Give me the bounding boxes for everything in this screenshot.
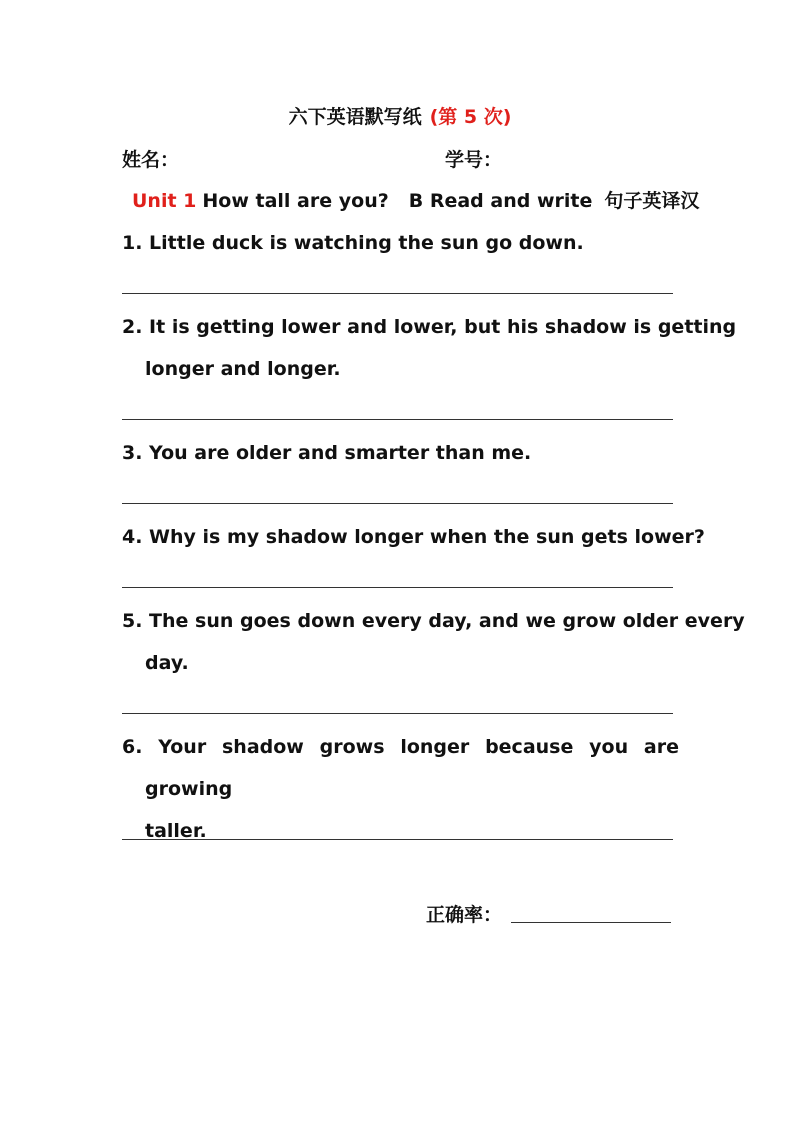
student-number-label: 学号： [445,149,503,171]
sentence-text: 4. Why is my shadow longer when the sun gets lower? [122,526,705,548]
answer-line[interactable] [122,713,673,714]
sentence-item [122,432,679,474]
sentence-continuation: day. [145,652,189,674]
sentence-item [122,516,705,558]
answer-line[interactable] [122,503,673,504]
answer-line[interactable] [122,293,673,294]
lesson-subtitle [132,188,699,214]
sentence-text: 5. The sun goes down every day, and we grow older every [122,610,745,632]
section-label: B Read and write [408,190,593,212]
task-label: 句子英译汉 [604,190,700,212]
sentence-item [122,222,679,264]
answer-line[interactable] [122,839,673,840]
page-title [0,104,800,130]
accuracy-label: 正确率： [426,904,503,926]
sentence-continuation: longer and longer. [145,358,341,380]
sentence-item [122,600,745,684]
lesson-title: How tall are you? [202,190,389,212]
accuracy-blank[interactable] [511,922,671,923]
sentence-text: 6. Your shadow grows longer because you are growing [122,736,679,800]
answer-line[interactable] [122,587,673,588]
sentence-item [122,306,737,390]
sentence-continuation: taller. [145,820,207,842]
title-text: 六下英语默写纸 [288,106,422,128]
sentence-text: 1. Little duck is watching the sun go down. [122,232,584,254]
session-number: (第 5 次) [429,106,512,128]
unit-label: Unit 1 [132,190,197,212]
sentence-text: 3. You are older and smarter than me. [122,442,532,464]
sentence-item [122,726,679,852]
sentence-text: 2. It is getting lower and lower, but his shadow is getting [122,316,737,338]
name-label: 姓名： [122,149,180,171]
answer-line[interactable] [122,419,673,420]
